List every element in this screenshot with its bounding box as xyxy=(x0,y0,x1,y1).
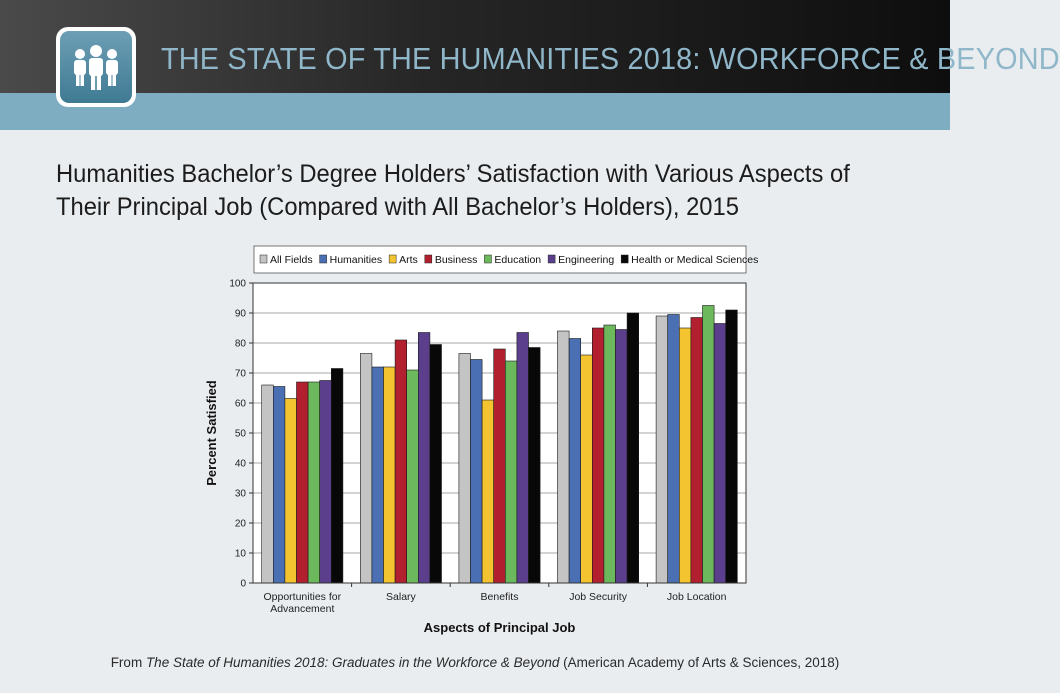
y-tick-label: 10 xyxy=(234,548,246,560)
bar-humanities xyxy=(569,339,581,584)
y-tick-label: 60 xyxy=(234,398,246,410)
source-suffix: (American Academy of Arts & Sciences, 2018) xyxy=(559,655,840,670)
legend-swatch xyxy=(389,255,396,263)
y-axis-label: Percent Satisfied xyxy=(204,380,219,486)
y-tick-label: 20 xyxy=(234,518,246,530)
y-tick-label: 30 xyxy=(234,488,246,500)
bar-all-fields xyxy=(262,385,274,583)
bar-humanities xyxy=(471,360,483,584)
bar-business xyxy=(494,349,506,583)
bar-humanities xyxy=(372,367,384,583)
bar-education xyxy=(604,325,616,583)
x-tick-label: Job Location xyxy=(666,591,727,603)
bar-humanities xyxy=(273,387,285,584)
bar-business xyxy=(592,328,604,583)
legend-label: Humanities xyxy=(329,254,383,266)
y-tick-label: 80 xyxy=(234,338,246,350)
bar-arts xyxy=(384,367,396,583)
bar-engineering xyxy=(517,333,529,584)
legend-swatch xyxy=(484,255,491,263)
legend-swatch xyxy=(320,255,327,263)
bar-humanities xyxy=(668,315,680,584)
legend-swatch xyxy=(548,255,555,263)
bar-business xyxy=(395,340,407,583)
x-tick-label: Benefits xyxy=(480,591,519,603)
bar-health-or-medical-sciences xyxy=(627,313,639,583)
x-tick-label: Job Security xyxy=(569,591,627,603)
legend-label: Engineering xyxy=(558,254,615,266)
bar-engineering xyxy=(418,333,430,584)
bar-education xyxy=(308,382,320,583)
y-tick-label: 50 xyxy=(234,428,246,440)
legend-label: All Fields xyxy=(270,254,313,266)
bar-all-fields xyxy=(558,331,570,583)
bar-business xyxy=(297,382,309,583)
bar-engineering xyxy=(320,381,332,584)
legend-label: Health or Medical Sciences xyxy=(631,254,759,266)
bar-education xyxy=(407,370,419,583)
legend-label: Business xyxy=(434,254,478,266)
y-tick-label: 70 xyxy=(234,368,246,380)
bar-engineering xyxy=(714,324,726,584)
bar-health-or-medical-sciences xyxy=(430,345,442,584)
bar-business xyxy=(691,318,703,584)
x-tick-label: Opportunities for xyxy=(263,591,342,603)
x-tick-label: Salary xyxy=(386,591,416,603)
bar-education xyxy=(703,306,715,584)
y-tick-label: 40 xyxy=(234,458,246,470)
bar-health-or-medical-sciences xyxy=(529,348,541,584)
source-prefix: From xyxy=(110,655,146,670)
bar-all-fields xyxy=(360,354,372,584)
bar-arts xyxy=(285,399,297,584)
bar-arts xyxy=(482,400,494,583)
bar-all-fields xyxy=(656,316,668,583)
header-title: THE STATE OF THE HUMANITIES 2018: WORKFORCE & BEYOND xyxy=(161,41,1060,76)
legend-swatch xyxy=(621,255,628,263)
legend-label: Arts xyxy=(399,254,418,266)
bar-arts xyxy=(679,328,691,583)
y-tick-label: 0 xyxy=(240,578,246,590)
source-citation xyxy=(0,655,950,670)
y-tick-label: 90 xyxy=(234,308,246,320)
legend-swatch xyxy=(260,255,267,263)
source-title: The State of Humanities 2018: Graduates in the Workforce & Beyond xyxy=(145,655,560,670)
bar-education xyxy=(505,361,517,583)
chart-title-line-1: Humanities Bachelor’s Degree Holders’ Satisfaction with Various Aspects of xyxy=(56,160,850,188)
bar-engineering xyxy=(616,330,628,584)
chart-title-line-2: Their Principal Job (Compared with All Bachelor’s Holders), 2015 xyxy=(56,193,739,221)
x-tick-label: Advancement xyxy=(270,603,335,615)
legend-label: Education xyxy=(494,254,542,266)
bar-all-fields xyxy=(459,354,471,584)
bar-arts xyxy=(581,355,593,583)
y-tick-label: 100 xyxy=(229,278,246,290)
x-axis-label: Aspects of Principal Job xyxy=(423,620,576,635)
legend-swatch xyxy=(425,255,432,263)
bar-health-or-medical-sciences xyxy=(726,310,738,583)
bar-health-or-medical-sciences xyxy=(331,369,343,584)
